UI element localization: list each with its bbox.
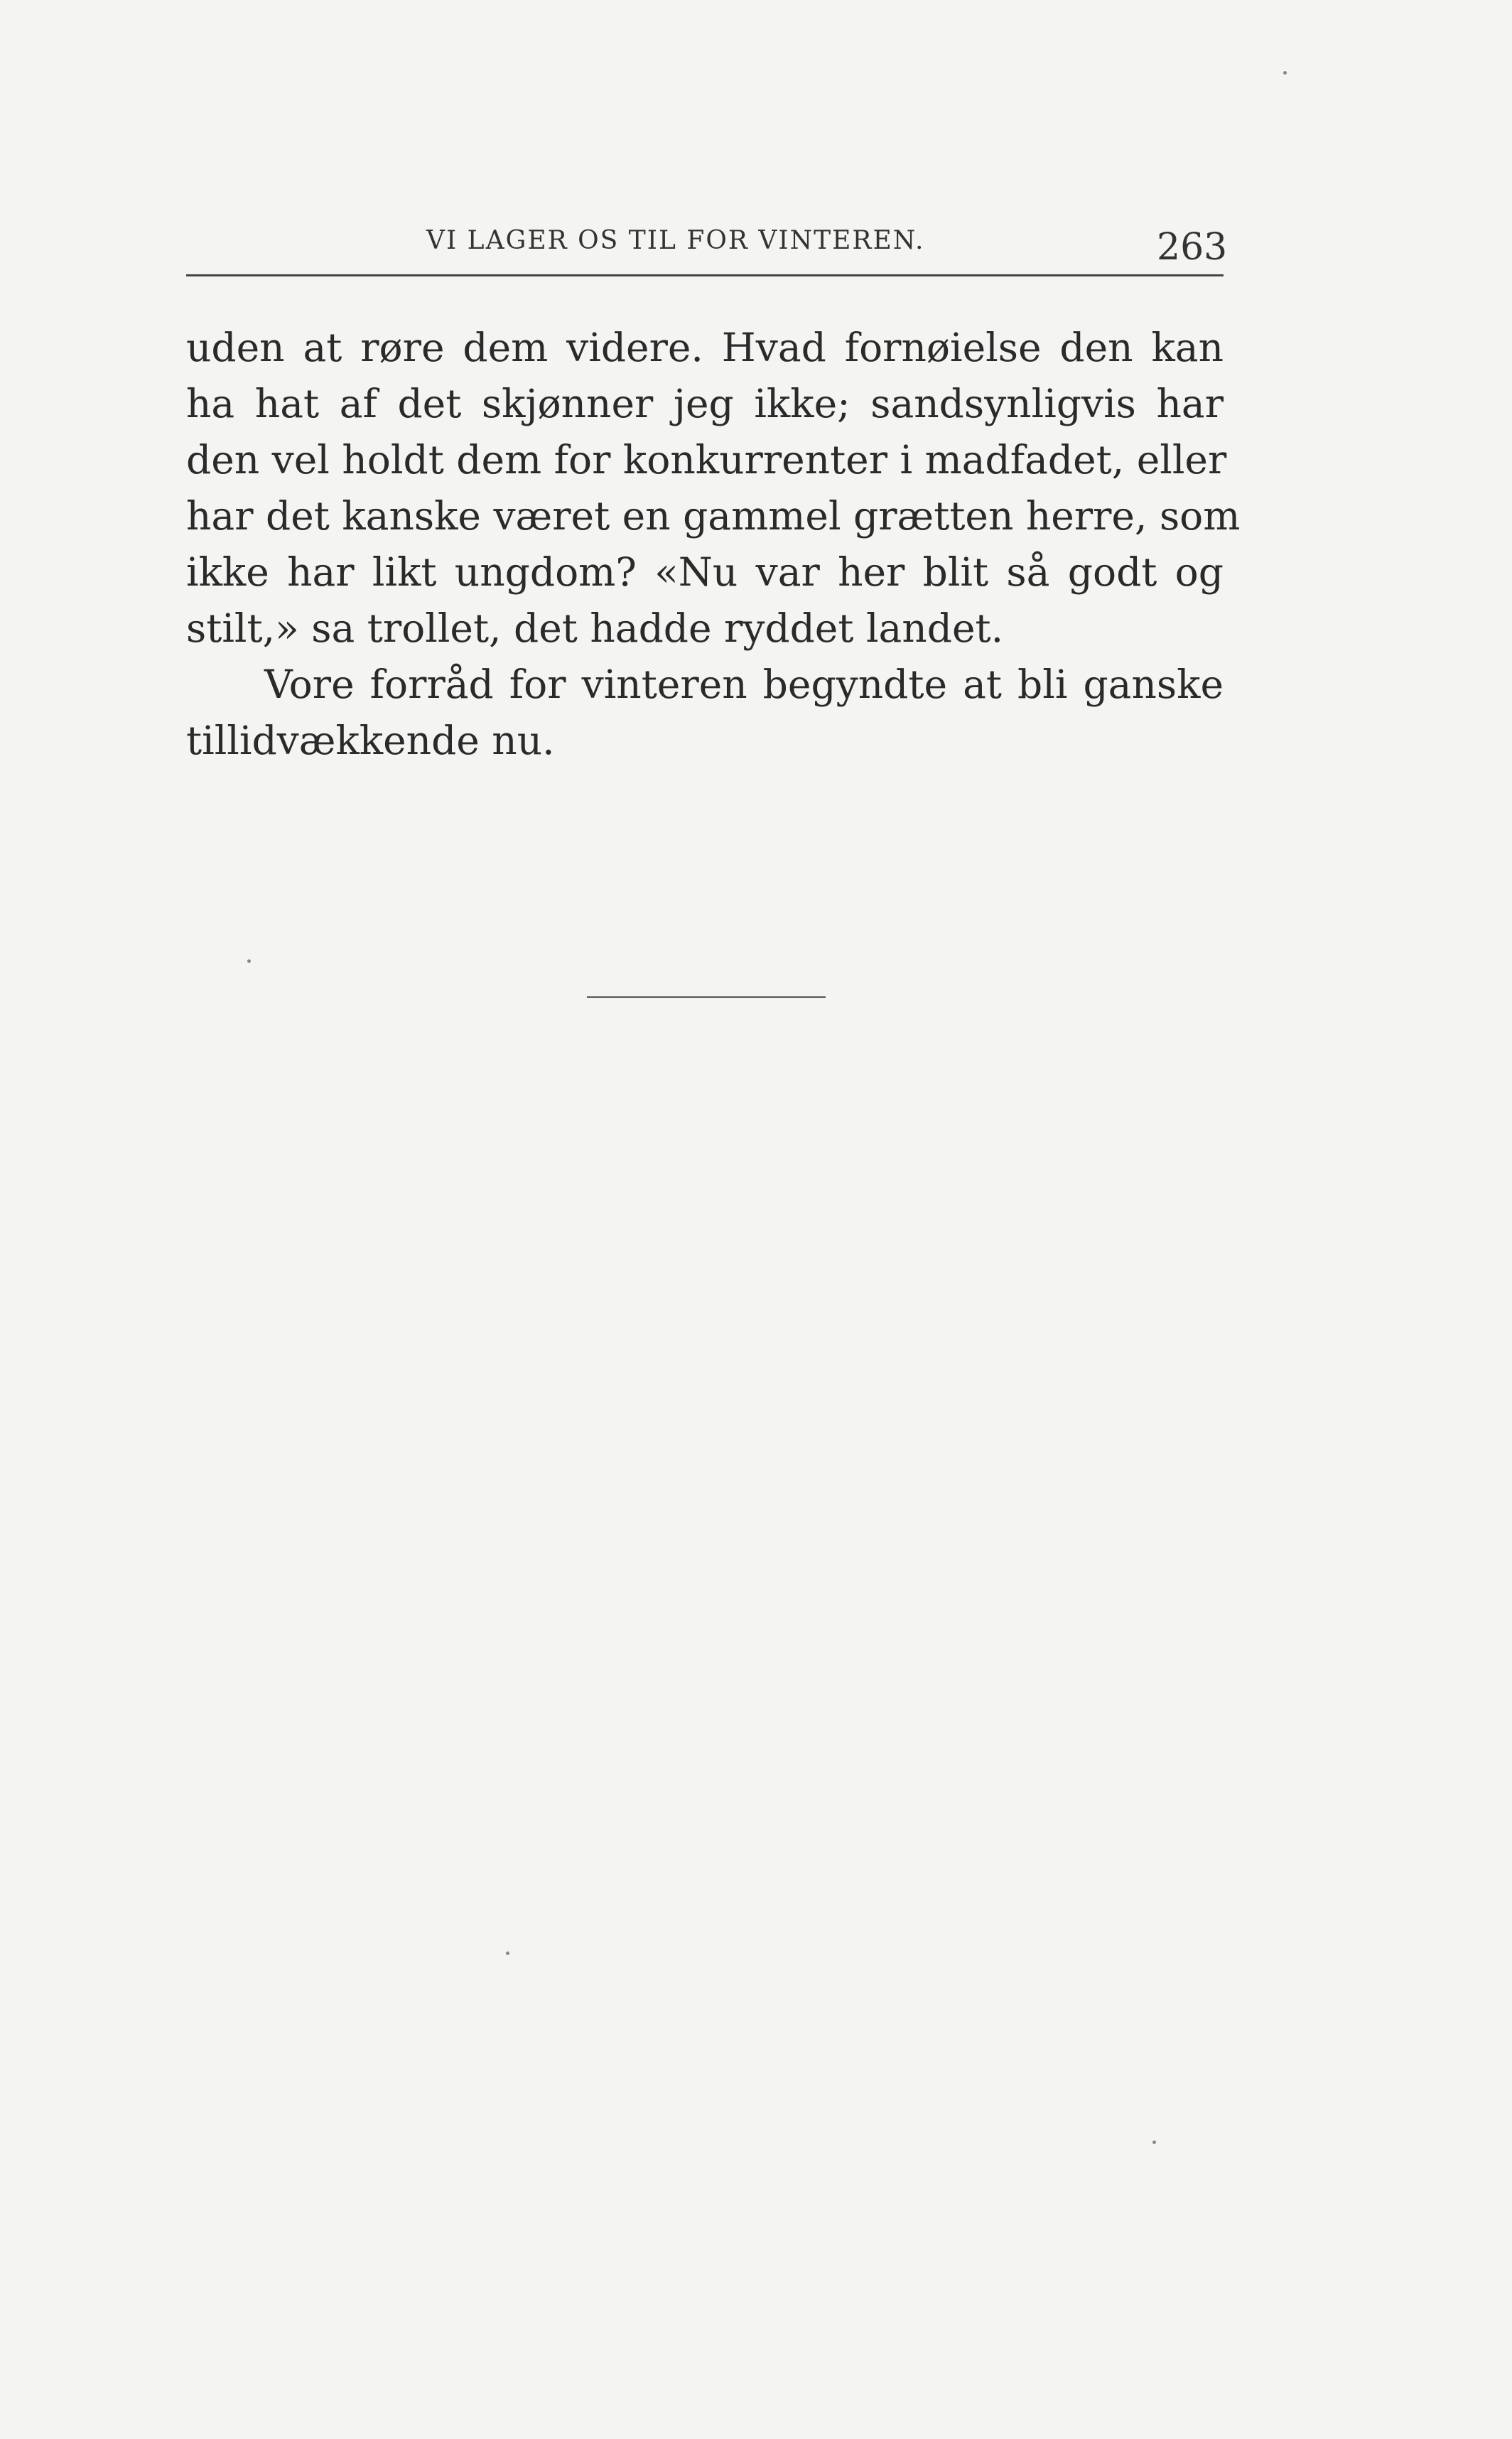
paper-speck <box>1152 2141 1156 2144</box>
text-line: stilt,» sa trollet, det hadde ryddet landet. <box>186 605 1004 651</box>
text-line: den vel holdt dem for konkurrenter i madfadet, eller <box>186 437 1227 483</box>
paper-speck <box>247 959 251 963</box>
running-header-title: VI LAGER OS TIL FOR VINTEREN. <box>426 226 925 255</box>
text-line: ikke har likt ungdom? «Nu var her blit så godt og <box>186 549 1224 595</box>
text-line: Vore forråd for vinteren begyndte at bli ganske <box>264 662 1224 707</box>
body-text <box>186 320 1241 769</box>
end-rule <box>587 996 826 998</box>
text-line: ha hat af det skjønner jeg ikke; sandsynligvis har <box>186 381 1224 426</box>
page-number: 263 <box>1157 226 1228 269</box>
header-rule <box>186 274 1224 276</box>
text-line: uden at røre dem videre. Hvad fornøielse den kan <box>186 325 1224 370</box>
text-line: har det kanske været en gammel grætten herre, som <box>186 493 1241 539</box>
paper-speck <box>1283 71 1287 75</box>
paper-speck <box>506 1951 509 1955</box>
text-line: tillidvækkende nu. <box>186 718 555 763</box>
